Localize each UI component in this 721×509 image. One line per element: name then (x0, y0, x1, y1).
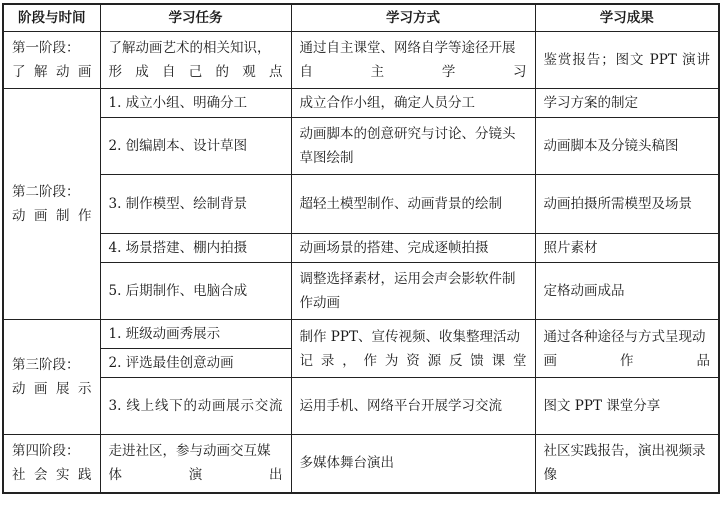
header-row (3, 4, 719, 32)
header-method: 学习方式 (291, 4, 535, 32)
table-row (3, 320, 719, 349)
result-cell: 定格动画成品 (535, 263, 719, 320)
result-cell: 社区实践报告，演出视频录像 (535, 435, 719, 493)
table-row (3, 89, 719, 118)
result-cell: 通过各种途径与方式呈现动画作品 (535, 320, 719, 378)
stage-cell: 第二阶段：动画制作 (3, 89, 100, 320)
result-cell: 图文 PPT 课堂分享 (535, 378, 719, 435)
task-cell: 3. 制作模型、绘制背景 (100, 175, 291, 234)
method-cell: 运用手机、网络平台开展学习交流 (291, 378, 535, 435)
header-stage: 阶段与时间 (3, 4, 100, 32)
task-cell: 2. 创编剧本、设计草图 (100, 118, 291, 175)
result-cell: 鉴赏报告；图文 PPT 演讲 (535, 32, 719, 89)
method-cell: 通过自主课堂、网络自学等途径开展自主学习 (291, 32, 535, 89)
result-cell: 照片素材 (535, 234, 719, 263)
method-cell: 超轻土模型制作、动画背景的绘制 (291, 175, 535, 234)
method-cell: 成立合作小组，确定人员分工 (291, 89, 535, 118)
table-row (3, 32, 719, 89)
task-cell: 4. 场景搭建、棚内拍摄 (100, 234, 291, 263)
header-result: 学习成果 (535, 4, 719, 32)
task-cell: 1. 班级动画秀展示 (100, 320, 291, 349)
task-cell: 1. 成立小组、明确分工 (100, 89, 291, 118)
table-row (3, 263, 719, 320)
method-cell: 多媒体舞台演出 (291, 435, 535, 493)
method-cell: 动画场景的搭建、完成逐帧拍摄 (291, 234, 535, 263)
table-row (3, 378, 719, 435)
stage-cell: 第三阶段：动画展示 (3, 320, 100, 435)
table-row (3, 435, 719, 493)
stage-cell: 第一阶段：了解动画 (3, 32, 100, 89)
table-row (3, 234, 719, 263)
result-cell: 动画脚本及分镜头稿图 (535, 118, 719, 175)
stage-cell: 第四阶段：社会实践 (3, 435, 100, 493)
header-task: 学习任务 (100, 4, 291, 32)
task-cell: 3. 线上线下的动画展示交流 (100, 378, 291, 435)
task-cell: 了解动画艺术的相关知识，形成自己的观点 (100, 32, 291, 89)
table-row (3, 175, 719, 234)
result-cell: 动画拍摄所需模型及场景 (535, 175, 719, 234)
task-cell: 5. 后期制作、电脑合成 (100, 263, 291, 320)
method-cell: 制作 PPT、宣传视频、收集整理活动记录，作为资源反馈课堂 (291, 320, 535, 378)
result-cell: 学习方案的制定 (535, 89, 719, 118)
table-row (3, 118, 719, 175)
task-cell: 2. 评选最佳创意动画 (100, 349, 291, 378)
task-cell: 走进社区，参与动画交互媒体演出 (100, 435, 291, 493)
method-cell: 调整选择素材，运用会声会影软件制作动画 (291, 263, 535, 320)
plan-table (2, 3, 720, 494)
method-cell: 动画脚本的创意研究与讨论、分镜头草图绘制 (291, 118, 535, 175)
